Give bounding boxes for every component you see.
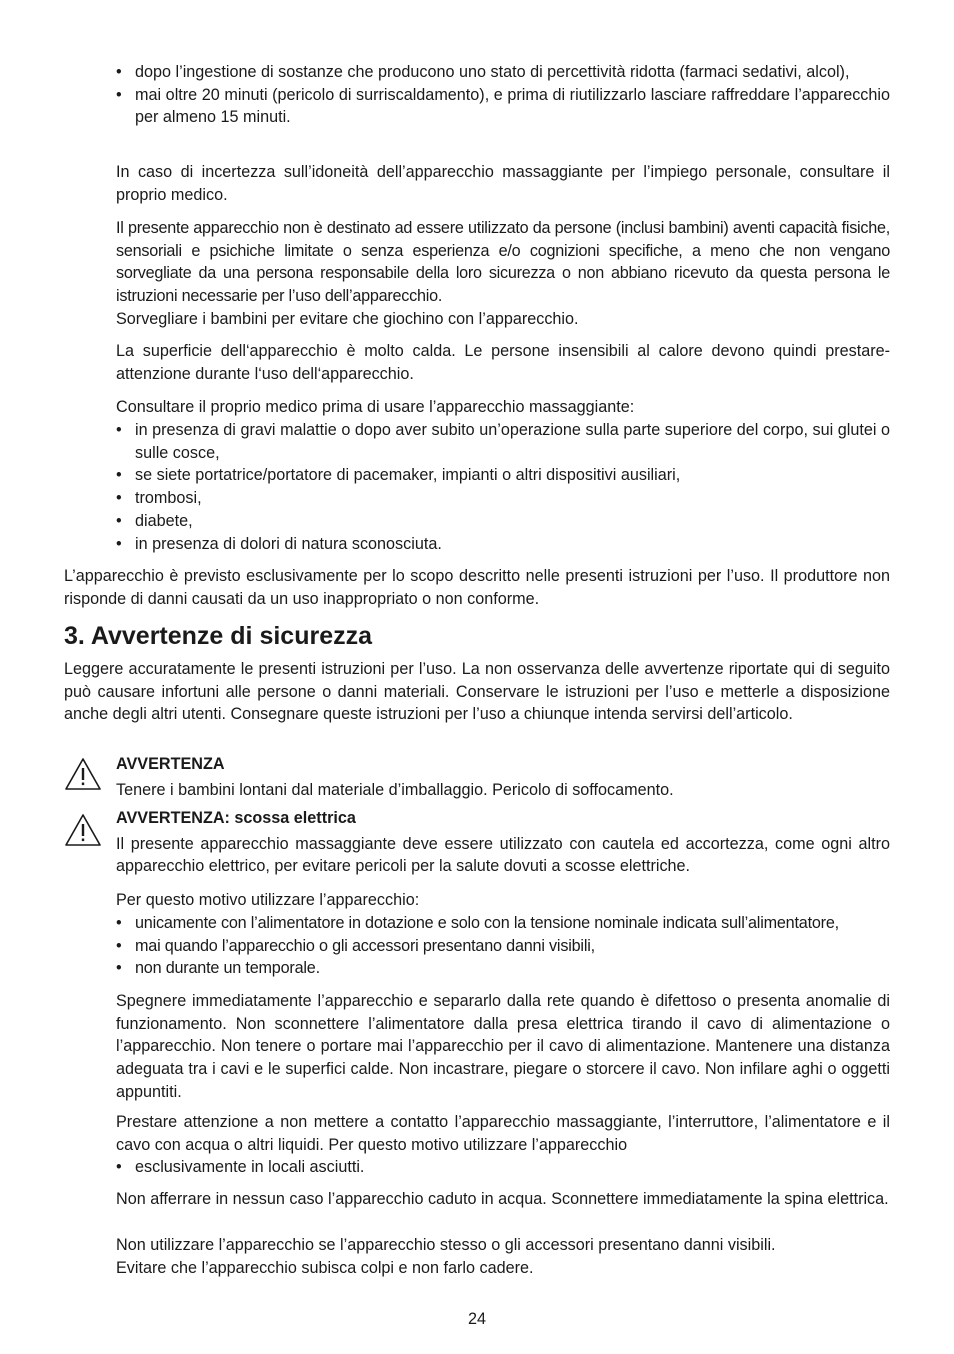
- paragraph-doctor: In caso di incertezza sull’idoneità dell’apparecchio massaggiante per l’impiego personale, consultare il proprio medico.: [116, 163, 890, 204]
- paragraph-impacts: Evitare che l’apparecchio subisca colpi e non farlo cadere.: [116, 1259, 534, 1277]
- paragraph-damaged: Non utilizzare l’apparecchio se l’apparecchio stesso o gli accessori presentano danni visibili.: [116, 1236, 776, 1254]
- list-item: • esclusivamente in locali asciutti.: [116, 1156, 890, 1179]
- page-number: 24: [467, 1310, 486, 1328]
- list-item: • dopo l’ingestione di sostanze che producono uno stato di percettività ridotta (farmaci sedativi, alcol),: [116, 61, 890, 84]
- warning-block-packaging: [116, 753, 890, 801]
- list-item: • diabete,: [116, 510, 890, 533]
- paragraph-children: Sorvegliare i bambini per evitare che giochino con l’apparecchio.: [116, 310, 579, 328]
- paragraph-dropped: Non afferrare in nessun caso l’apparecchio caduto in acqua. Sconnettere immediatamente la spina elettrica.: [116, 1190, 889, 1208]
- paragraph-hot-surface: La superficie dell‘apparecchio è molto calda. Le persone insensibili al calore devono quindi prestare-attenzione durante l‘uso dell‘apparecchio.: [116, 342, 890, 383]
- warning-title: AVVERTENZA: scossa elettrica: [116, 809, 356, 827]
- list-item: • trombosi,: [116, 487, 890, 510]
- section-heading: 3. Avvertenze di sicurezza: [64, 622, 373, 650]
- paragraph-consult-intro: Consultare il proprio medico prima di usare l’apparecchio massaggiante:: [116, 398, 635, 416]
- paragraph-switch-off: Spegnere immediatamente l’apparecchio e separarlo dalla rete quando è difettoso o presenta anomalie di funzionamento. Non sconnettere l’alimentatore dalla presa elettrica tirando il cavo di alimentazione o l’apparecchio. Non tenere o portare mai l’apparecchio per il cavo di alimentazione. Mantenere una distanza adeguata tra i cavi e le superfici calde. Non incastrare, piegare o storcere il cavo. Non infilare aghi o oggetti appuntiti.: [116, 992, 890, 1101]
- list-item: • mai quando l’apparecchio o gli accessori presentano danni visibili,: [116, 935, 890, 958]
- warning-block-electric-shock: [116, 807, 890, 878]
- top-bullet-list: [116, 61, 890, 129]
- list-item: • in presenza di dolori di natura sconosciuta.: [116, 533, 890, 556]
- list-item: • unicamente con l’alimentatore in dotazione e solo con la tensione nominale indicata sull’alimentatore,: [116, 912, 890, 935]
- warning-text: Tenere i bambini lontani dal materiale d’imballaggio. Pericolo di soffocamento.: [116, 780, 674, 799]
- paragraph-persons: Il presente apparecchio non è destinato ad essere utilizzato da persone (inclusi bambini) aventi capacità fisiche, sensoriali e psichiche limitate o senza esperienza e/o cognizioni specifiche, a meno che non vengano sorvegliate da una persona responsabile della loro sicurezza o non abbiano ricevuto da questa persona le istruzioni necessarie per l’uso dell’apparecchio.: [116, 219, 890, 306]
- warning-triangle-icon: [64, 813, 102, 847]
- list-item: • non durante un temporale.: [116, 957, 890, 980]
- consult-bullet-list: [116, 419, 890, 555]
- paragraph-use-intro: Per questo motivo utilizzare l’apparecchio:: [116, 891, 420, 909]
- warning-title: AVVERTENZA: [116, 755, 225, 773]
- warning-text: Il presente apparecchio massaggiante deve essere utilizzato con cautela ed accortezza, come ogni altro apparecchio elettrico, per evitare pericoli per la salute dovuti a scosse elettriche.: [116, 834, 890, 876]
- paragraph-section-intro: Leggere accuratamente le presenti istruzioni per l’uso. La non osservanza delle avvertenze riportate qui di seguito può causare infortuni alle persone o danni materiali. Conservare le istruzioni per l’uso e metterle a disposizione anche degli altri utenti. Consegnare queste istruzioni per l’uso a chiunque intenda servirsi dell’articolo.: [64, 660, 890, 724]
- use-bullet-list: [116, 912, 890, 980]
- water-bullet-list: [116, 1156, 890, 1179]
- list-item: • mai oltre 20 minuti (pericolo di surriscaldamento), e prima di riutilizzarlo lasciare raffreddare l’apparecchio per almeno 15 minuti.: [116, 84, 890, 129]
- warning-triangle-icon: [64, 757, 102, 791]
- list-item: • in presenza di gravi malattie o dopo aver subito un’operazione sulla parte superiore del corpo, sui glutei o sulle cosce,: [116, 419, 890, 464]
- paragraph-water: Prestare attenzione a non mettere a contatto l’apparecchio massaggiante, l’interruttore, l’alimentatore e il cavo con acqua o altri liquidi. Per questo motivo utilizzare l’apparecchio: [116, 1113, 890, 1154]
- paragraph-purpose: L’apparecchio è previsto esclusivamente per lo scopo descritto nelle presenti istruzioni per l’uso. Il produttore non risponde di danni causati da un uso inappropriato o non conforme.: [64, 567, 890, 608]
- list-item: • se siete portatrice/portatore di pacemaker, impianti o altri dispositivi ausiliari,: [116, 464, 890, 487]
